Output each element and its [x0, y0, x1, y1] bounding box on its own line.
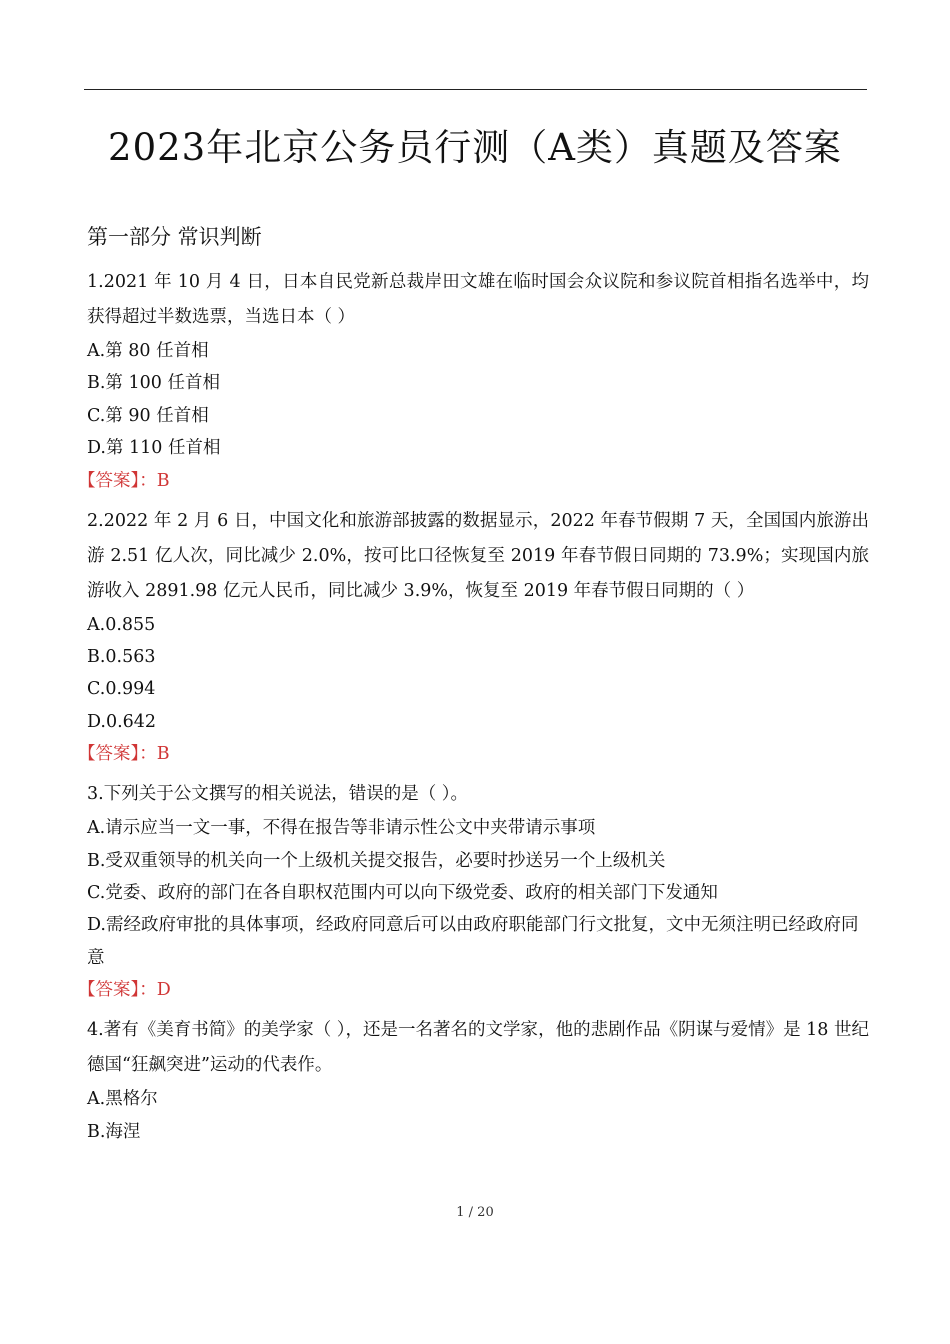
option-a: A.0.855 [87, 614, 156, 635]
answer-value: D [156, 980, 171, 1001]
option-d: D.0.642 [87, 711, 157, 732]
option-b: B.第 100 任首相 [87, 373, 220, 394]
answer-label: 【答案】： [78, 470, 157, 491]
answer-line [78, 738, 869, 770]
answer-label: 【答案】： [78, 980, 157, 1001]
option-b: B.受双重领导的机关向一个上级机关提交报告，必要时抄送另一个上级机关 [87, 850, 666, 871]
option-c: C.0.994 [87, 679, 156, 700]
header-rule [84, 89, 867, 90]
question-stem: 4.著有《美育书简》的美学家（ ），还是一名著名的文学家，他的悲剧作品《阴谋与爱情》是 18 世纪德国“狂飙突进”运动的代表作。 [87, 1020, 869, 1076]
option-a: A.第 80 任首相 [87, 341, 209, 361]
document-title: 2023年北京公务员行测（A类）真题及答案 [108, 126, 842, 169]
answer-value: B [156, 744, 170, 765]
answer-line [78, 974, 869, 1006]
option-b: B.0.563 [87, 647, 156, 668]
question-stem: 2.2022 年 2 月 6 日，中国文化和旅游部披露的数据显示，2022 年春节假期 7 天，全国国内旅游出游 2.51 亿人次，同比减少 2.0%，按可比口径恢复至 2019 年春节假日同期的 73.9%；实现国内旅游收入 2891.98 亿元人民币，同比减少 3.9%，恢复至 2019 年春节假日同期的（ ） [87, 510, 869, 601]
option-c: C.党委、政府的部门在各自职权范围内可以向下级党委、政府的相关部门下发通知 [87, 883, 718, 904]
option-c: C.第 90 任首相 [87, 405, 209, 426]
page-number: 1 / 20 [456, 1205, 494, 1220]
question-1 [78, 265, 869, 497]
option-a: A.请示应当一文一事，不得在报告等非请示性公文中夹带请示事项 [87, 818, 596, 839]
option-b: B.海涅 [87, 1121, 141, 1142]
option-a: A.黑格尔 [87, 1089, 158, 1110]
question-stem: 3.下列关于公文撰写的相关说法，错误的是（ ）。 [87, 784, 469, 805]
answer-value: B [156, 470, 170, 491]
option-d: D.第 110 任首相 [87, 438, 221, 459]
option-d: D.需经政府审批的具体事项，经政府同意后可以由政府职能部门行文批复，文中无须注明已经政府同意 [87, 915, 859, 968]
question-4 [87, 1013, 869, 1148]
document-body [78, 218, 869, 1148]
question-2 [78, 504, 869, 771]
question-3 [78, 777, 869, 1006]
section-heading: 第一部分 常识判断 [87, 225, 262, 249]
answer-line [78, 465, 869, 497]
question-stem: 1.2021 年 10 月 4 日，日本自民党新总裁岸田文雄在临时国会众议院和参议院首相指名选举中，均获得超过半数选票，当选日本（ ） [87, 272, 869, 327]
answer-label: 【答案】： [78, 744, 157, 765]
